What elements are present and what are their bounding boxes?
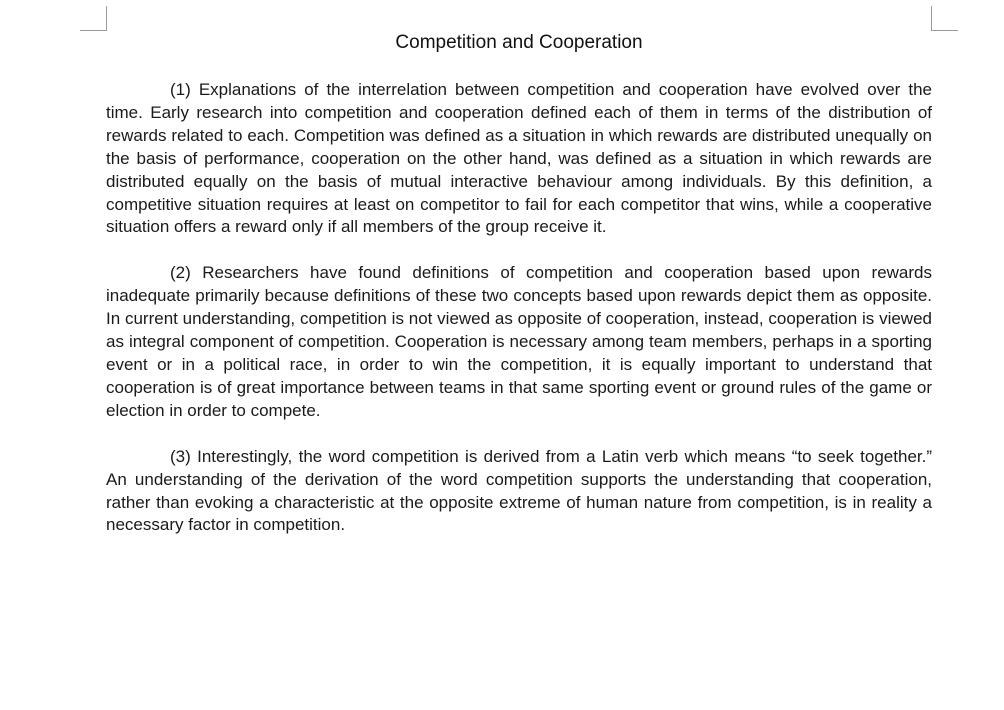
document-title: Competition and Cooperation <box>395 32 643 53</box>
crop-mark-top-right <box>931 6 958 31</box>
crop-mark-top-left <box>80 6 107 31</box>
paragraph-2: (2) Researchers have found definitions of competition and cooperation based upon rewards inadequate primarily because definitions of these two concepts based upon rewards depict them as opposite. In current understanding, competition is not viewed as opposite of cooperation, instead, cooperation is viewed as integral component of competition. Cooperation is necessary among team members, perhaps in a sporting event or in a political race, in order to win the competition, it is equally important to understand that cooperation is of great importance between teams in that same sporting event or ground rules of the game or election in order to compete. <box>106 263 932 420</box>
paragraph-1: (1) Explanations of the interrelation between competition and cooperation have evolved over the time. Early research into competition and cooperation defined each of them in terms of the distribution of rewards related to each. Competition was defined as a situation in which rewards are distributed unequally on the basis of performance, cooperation on the other hand, was defined as a situation in which rewards are distributed equally on the basis of mutual interactive behaviour among individuals. By this definition, a competitive situation requires at least on competitor to fail for each competitor that wins, while a cooperative situation offers a reward only if all members of the group receive it. <box>106 80 932 237</box>
document-body[interactable] <box>106 31 932 537</box>
paragraph-3: (3) Interestingly, the word competition is derived from a Latin verb which means “to seek together.” An understanding of the derivation of the word competition supports the understanding that cooperation, rather than evoking a characteristic at the opposite extreme of human nature from competition, is in reality a necessary factor in competition. <box>106 446 932 535</box>
